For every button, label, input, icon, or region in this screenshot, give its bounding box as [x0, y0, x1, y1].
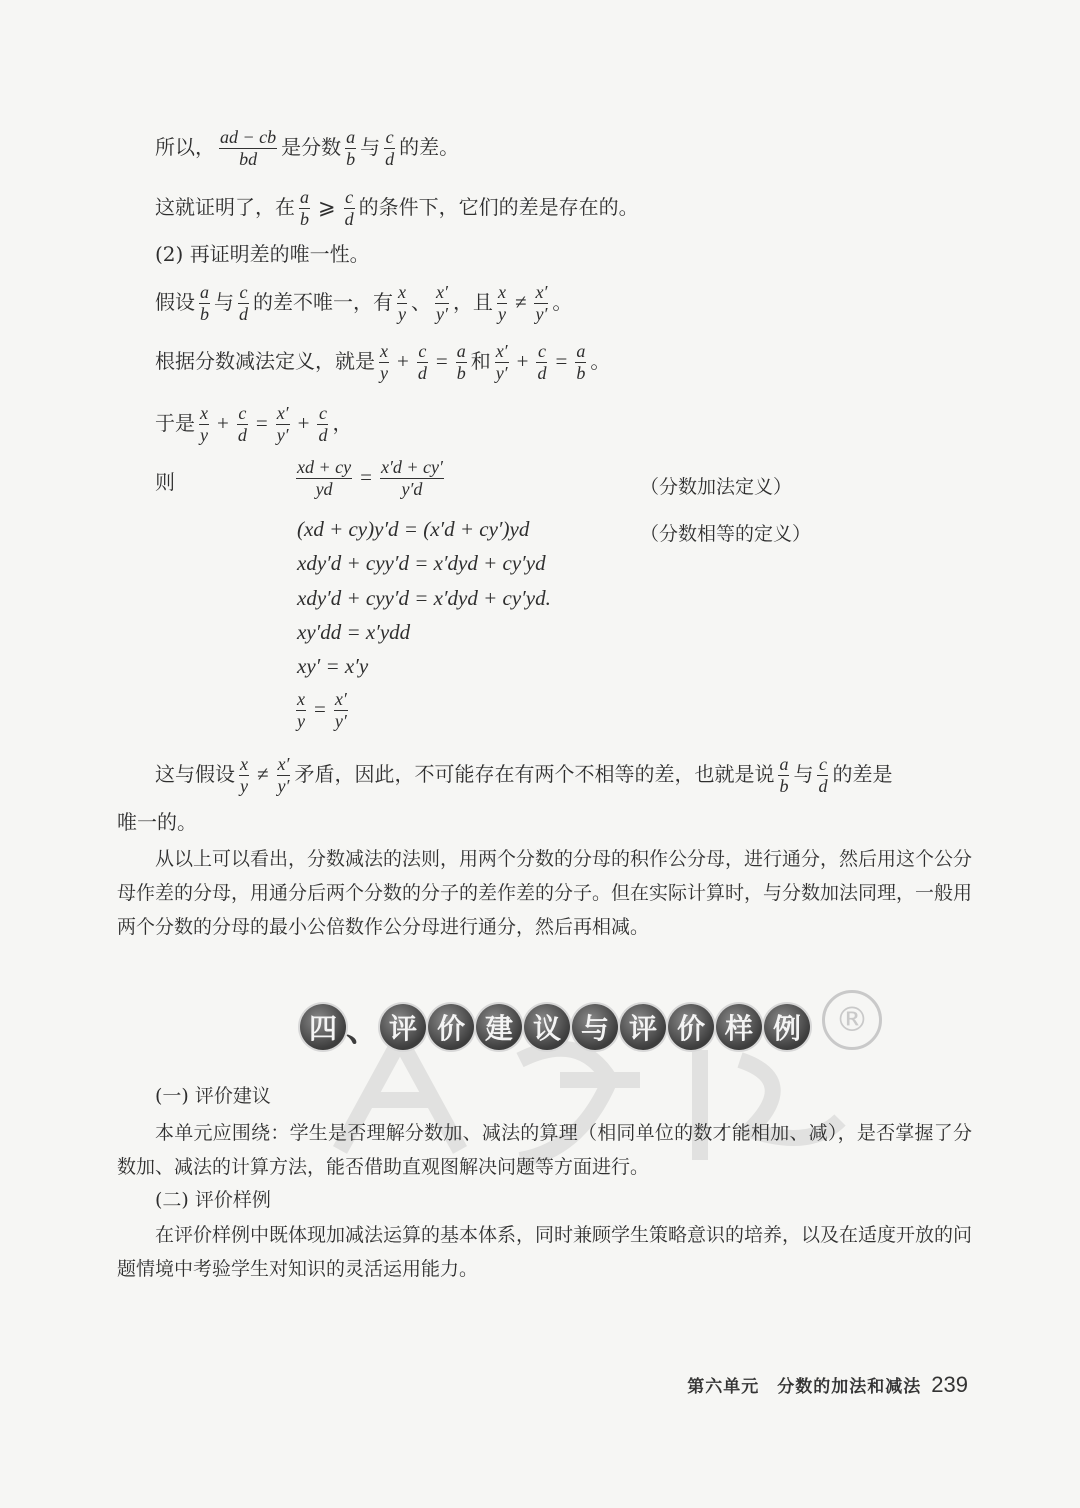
fraction	[317, 404, 328, 445]
heading-char: 评	[380, 1004, 426, 1050]
equation-1	[292, 458, 448, 499]
denominator: y	[297, 710, 305, 731]
text: 的条件下，它们的差是存在的。	[358, 194, 639, 219]
operator: +	[217, 410, 229, 435]
numerator: ad − cb	[220, 127, 277, 147]
page-number: 239	[931, 1372, 968, 1397]
subsection-title-evaluation-examples: (二) 评价样例	[155, 1189, 271, 1211]
numerator: a	[300, 187, 309, 207]
numerator: c	[345, 187, 354, 207]
numerator: x	[380, 341, 388, 361]
fraction	[296, 690, 306, 731]
denominator: b	[576, 362, 586, 383]
text: 是分数	[281, 134, 342, 159]
numerator: x′	[277, 754, 290, 774]
operator: =	[314, 696, 326, 721]
line-2	[155, 188, 639, 229]
denominator: y′d	[401, 478, 423, 499]
heading-char: 样	[716, 1004, 762, 1050]
operator: =	[555, 348, 568, 373]
text: 这与假设	[155, 761, 235, 786]
fraction	[334, 690, 348, 731]
denominator: d	[318, 424, 328, 445]
equation-3: xdy′d + cyy′d = x′dyd + cy′yd	[297, 551, 546, 575]
line-3: (2) 再证明差的唯一性。	[155, 242, 370, 266]
denominator: y	[398, 303, 406, 324]
equation-4: xdy′d + cyy′d = x′dyd + cy′yd.	[297, 586, 551, 610]
operator: =	[435, 348, 448, 373]
section-heading	[300, 1002, 810, 1051]
denominator: d	[344, 208, 354, 229]
line-4	[155, 283, 572, 324]
denominator: d	[417, 362, 427, 383]
denominator: b	[346, 148, 356, 169]
numerator: x′d + cy′	[380, 457, 443, 477]
fraction	[417, 342, 428, 383]
fraction	[237, 404, 248, 445]
numerator: c	[238, 403, 247, 423]
fraction	[345, 128, 356, 169]
fraction	[497, 283, 507, 324]
numerator: a	[346, 127, 356, 147]
fraction	[379, 342, 389, 383]
fraction	[219, 128, 277, 169]
fraction	[199, 283, 210, 324]
denominator: bd	[239, 148, 258, 169]
denominator: y′	[535, 303, 548, 324]
numerator: a	[779, 754, 789, 774]
operator: ≠	[257, 761, 269, 786]
text: 矛盾，因此，不可能存在有两个不相等的差，也就是说	[294, 761, 775, 786]
registered-mark-icon: ®	[822, 990, 882, 1050]
heading-char: 价	[428, 1004, 474, 1050]
numerator: a	[200, 282, 209, 302]
fraction	[435, 283, 449, 324]
denominator: y′	[436, 303, 448, 324]
heading-char: 与	[572, 1004, 618, 1050]
fraction	[456, 342, 467, 383]
denominator: b	[456, 362, 466, 383]
operator: +	[297, 410, 310, 435]
denominator: y	[240, 775, 248, 796]
denominator: y′	[277, 775, 290, 796]
numerator: x′	[334, 689, 347, 709]
text: ，	[332, 410, 353, 435]
denominator: y′	[276, 424, 289, 445]
denominator: d	[818, 775, 828, 796]
numerator: c	[818, 754, 827, 774]
text: 的差是	[832, 761, 893, 786]
numerator: c	[418, 341, 427, 361]
heading-char: 建	[476, 1004, 522, 1050]
subsection-title-evaluation-suggestions: (一) 评价建议	[155, 1085, 271, 1107]
denominator: d	[537, 362, 547, 383]
text: 的差。	[399, 134, 460, 159]
numerator: c	[318, 403, 327, 423]
numerator: x′	[276, 403, 289, 423]
equation-5: xy′dd = x′ydd	[297, 620, 411, 644]
text: 。	[590, 348, 611, 373]
fraction	[277, 755, 291, 796]
fraction	[817, 755, 828, 796]
line-7-label: 则	[155, 470, 175, 494]
denominator: b	[200, 303, 209, 324]
text: 这就证明了，在	[155, 194, 295, 219]
numerator: x′	[535, 282, 548, 302]
denominator: yd	[315, 478, 333, 499]
numerator: a	[576, 341, 586, 361]
operator: ⩾	[318, 194, 336, 219]
denominator: y	[200, 424, 208, 445]
denominator: b	[779, 775, 789, 796]
fraction	[495, 342, 509, 383]
operator: =	[255, 410, 268, 435]
text: 与	[214, 289, 234, 314]
heading-separator: 、	[346, 1010, 380, 1050]
fraction	[536, 342, 547, 383]
equation-6: xy′ = x′y	[297, 654, 369, 678]
note-equality-definition: （分数相等的定义）	[640, 523, 812, 545]
line-6	[155, 404, 352, 445]
summary-paragraph: 从以上可以看出，分数减法的法则，用两个分数的分母的积作公分母，进行通分，然后用这个公分母作差的分母，用通分后两个分数的分子的差作差的分子。但在实际计算时，与分数加法同理，一般用两个分数的分母的最小公倍数作公分母进行通分，然后再相减。	[117, 848, 973, 938]
text: 。	[552, 289, 573, 314]
denominator: d	[385, 148, 395, 169]
heading-char: 例	[764, 1004, 810, 1050]
text: 和	[470, 348, 491, 373]
text: 与	[793, 761, 814, 786]
numerator: c	[537, 341, 546, 361]
fraction	[380, 458, 444, 499]
text: 的差不唯一，有	[253, 289, 393, 314]
fraction	[276, 404, 290, 445]
fraction	[239, 755, 249, 796]
numerator: x	[497, 282, 506, 302]
numerator: c	[385, 127, 394, 147]
note-addition-definition: （分数加法定义）	[640, 476, 793, 498]
fraction	[384, 128, 395, 169]
evaluation-examples-paragraph: 在评价样例中既体现加减法运算的基本体系，同时兼顾学生策略意识的培养，以及在适度开放的问题情境中考验学生对知识的灵活运用能力。	[117, 1224, 973, 1280]
fraction	[238, 283, 249, 324]
fraction	[575, 342, 586, 383]
evaluation-suggestions-paragraph: 本单元应围绕：学生是否理解分数加、减法的算理（相同单位的数才能相加、减），是否掌握了分数加、减法的计算方法，能否借助直观图解决问题等方面进行。	[117, 1122, 972, 1178]
numerator: x′	[495, 341, 508, 361]
fraction	[344, 188, 355, 229]
text: 于是	[155, 410, 195, 435]
numerator: x	[297, 689, 305, 709]
denominator: y	[380, 362, 388, 383]
text: ，且	[452, 289, 493, 314]
denominator: b	[300, 208, 309, 229]
numerator: x	[200, 403, 208, 423]
operator: ≠	[514, 289, 527, 314]
fraction	[299, 188, 310, 229]
chapter-title: 第六单元 分数的加法和减法	[687, 1377, 922, 1397]
equation-2: (xd + cy)y′d = (x′d + cy′)yd	[297, 517, 530, 541]
numerator: xd + cy	[297, 457, 352, 477]
text: 与	[360, 134, 381, 159]
denominator: y′	[334, 710, 347, 731]
numerator: x′	[436, 282, 448, 302]
heading-char: 评	[620, 1004, 666, 1050]
operator: =	[360, 464, 372, 489]
text: 、	[411, 289, 431, 314]
numerator: x	[398, 282, 406, 302]
numerator: x	[240, 754, 248, 774]
numerator: c	[239, 282, 248, 302]
fraction	[778, 755, 789, 796]
denominator: y′	[495, 362, 508, 383]
heading-char: 四	[300, 1004, 346, 1050]
denominator: d	[237, 424, 247, 445]
text: 假设	[155, 289, 195, 314]
fraction	[397, 283, 407, 324]
fraction	[296, 458, 352, 499]
line-9: 唯一的。	[117, 810, 197, 834]
denominator: y	[497, 303, 506, 324]
numerator: a	[456, 341, 466, 361]
fraction	[199, 404, 209, 445]
fraction	[534, 283, 548, 324]
line-1	[155, 128, 459, 169]
equation-7	[292, 690, 352, 731]
text: 根据分数减法定义，就是	[155, 348, 375, 373]
line-5	[155, 342, 610, 383]
denominator: d	[239, 303, 248, 324]
line-8	[155, 755, 892, 796]
heading-char: 价	[668, 1004, 714, 1050]
page-footer	[687, 1372, 968, 1398]
text: 所以，	[155, 134, 215, 159]
operator: +	[516, 348, 529, 373]
operator: +	[397, 348, 409, 373]
heading-char: 议	[524, 1004, 570, 1050]
